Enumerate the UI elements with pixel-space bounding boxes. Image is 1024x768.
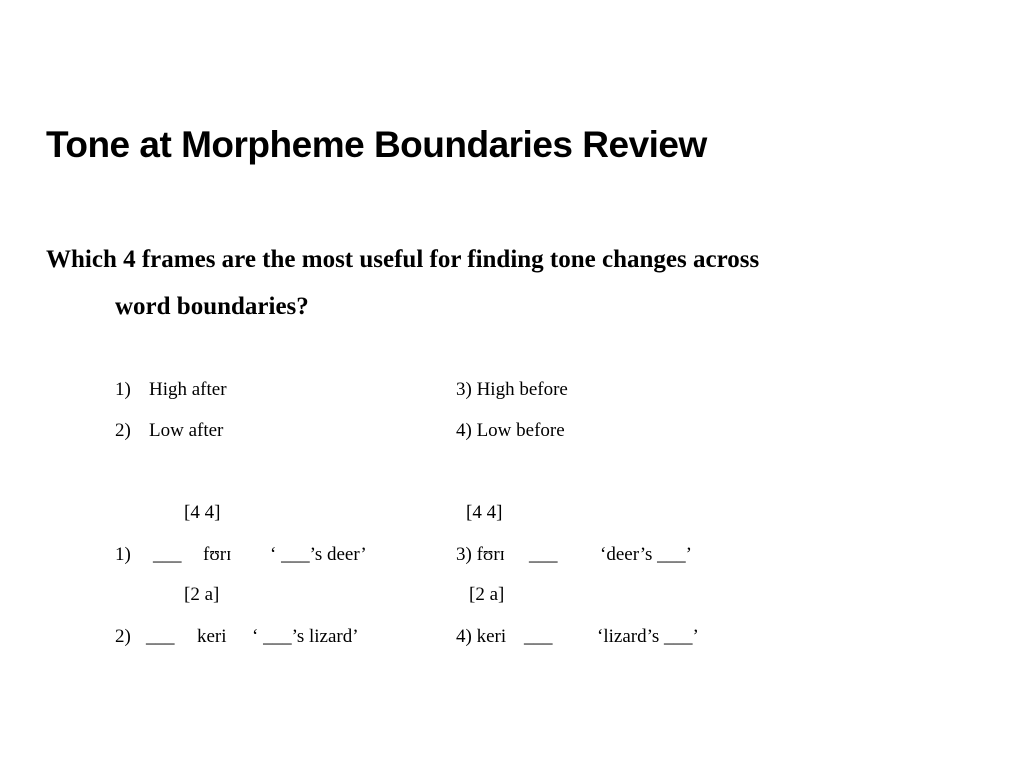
frame-2-label: Low after	[149, 420, 224, 441]
tone-marking-right-top: [4 4]	[466, 502, 503, 523]
example-3-word: 3) fʊrɪ	[456, 544, 505, 565]
frame-4: 4) Low before	[456, 420, 565, 441]
question-line-2: word boundaries?	[115, 293, 309, 320]
example-2-number: 2)	[115, 626, 131, 647]
example-1-gloss: ‘ ___’s deer’	[270, 544, 367, 565]
example-1-number: 1)	[115, 544, 131, 565]
example-2-blank: ___	[146, 626, 175, 647]
question-line-1: Which 4 frames are the most useful for finding tone changes across	[46, 246, 760, 273]
example-2-gloss: ‘ ___’s lizard’	[252, 626, 359, 647]
slide-title: Tone at Morpheme Boundaries Review	[46, 124, 707, 165]
example-1-blank: ___	[153, 544, 182, 565]
example-2-word: keri	[197, 626, 227, 647]
frame-1-label: High after	[149, 379, 227, 400]
tone-marking-left-bottom: [2 a]	[184, 584, 220, 605]
frame-3: 3) High before	[456, 379, 568, 400]
frame-2-number: 2)	[115, 420, 131, 441]
frame-1-number: 1)	[115, 379, 131, 400]
tone-marking-right-bottom: [2 a]	[469, 584, 505, 605]
example-4-word: 4) keri	[456, 626, 507, 647]
example-3-blank: ___	[529, 544, 558, 565]
example-1-word: fʊrɪ	[203, 544, 232, 565]
example-4-blank: ___	[524, 626, 553, 647]
example-4-gloss: ‘lizard’s ___’	[597, 626, 699, 647]
example-3-gloss: ‘deer’s ___’	[600, 544, 692, 565]
question-text	[46, 236, 759, 330]
tone-marking-left-top: [4 4]	[184, 502, 221, 523]
